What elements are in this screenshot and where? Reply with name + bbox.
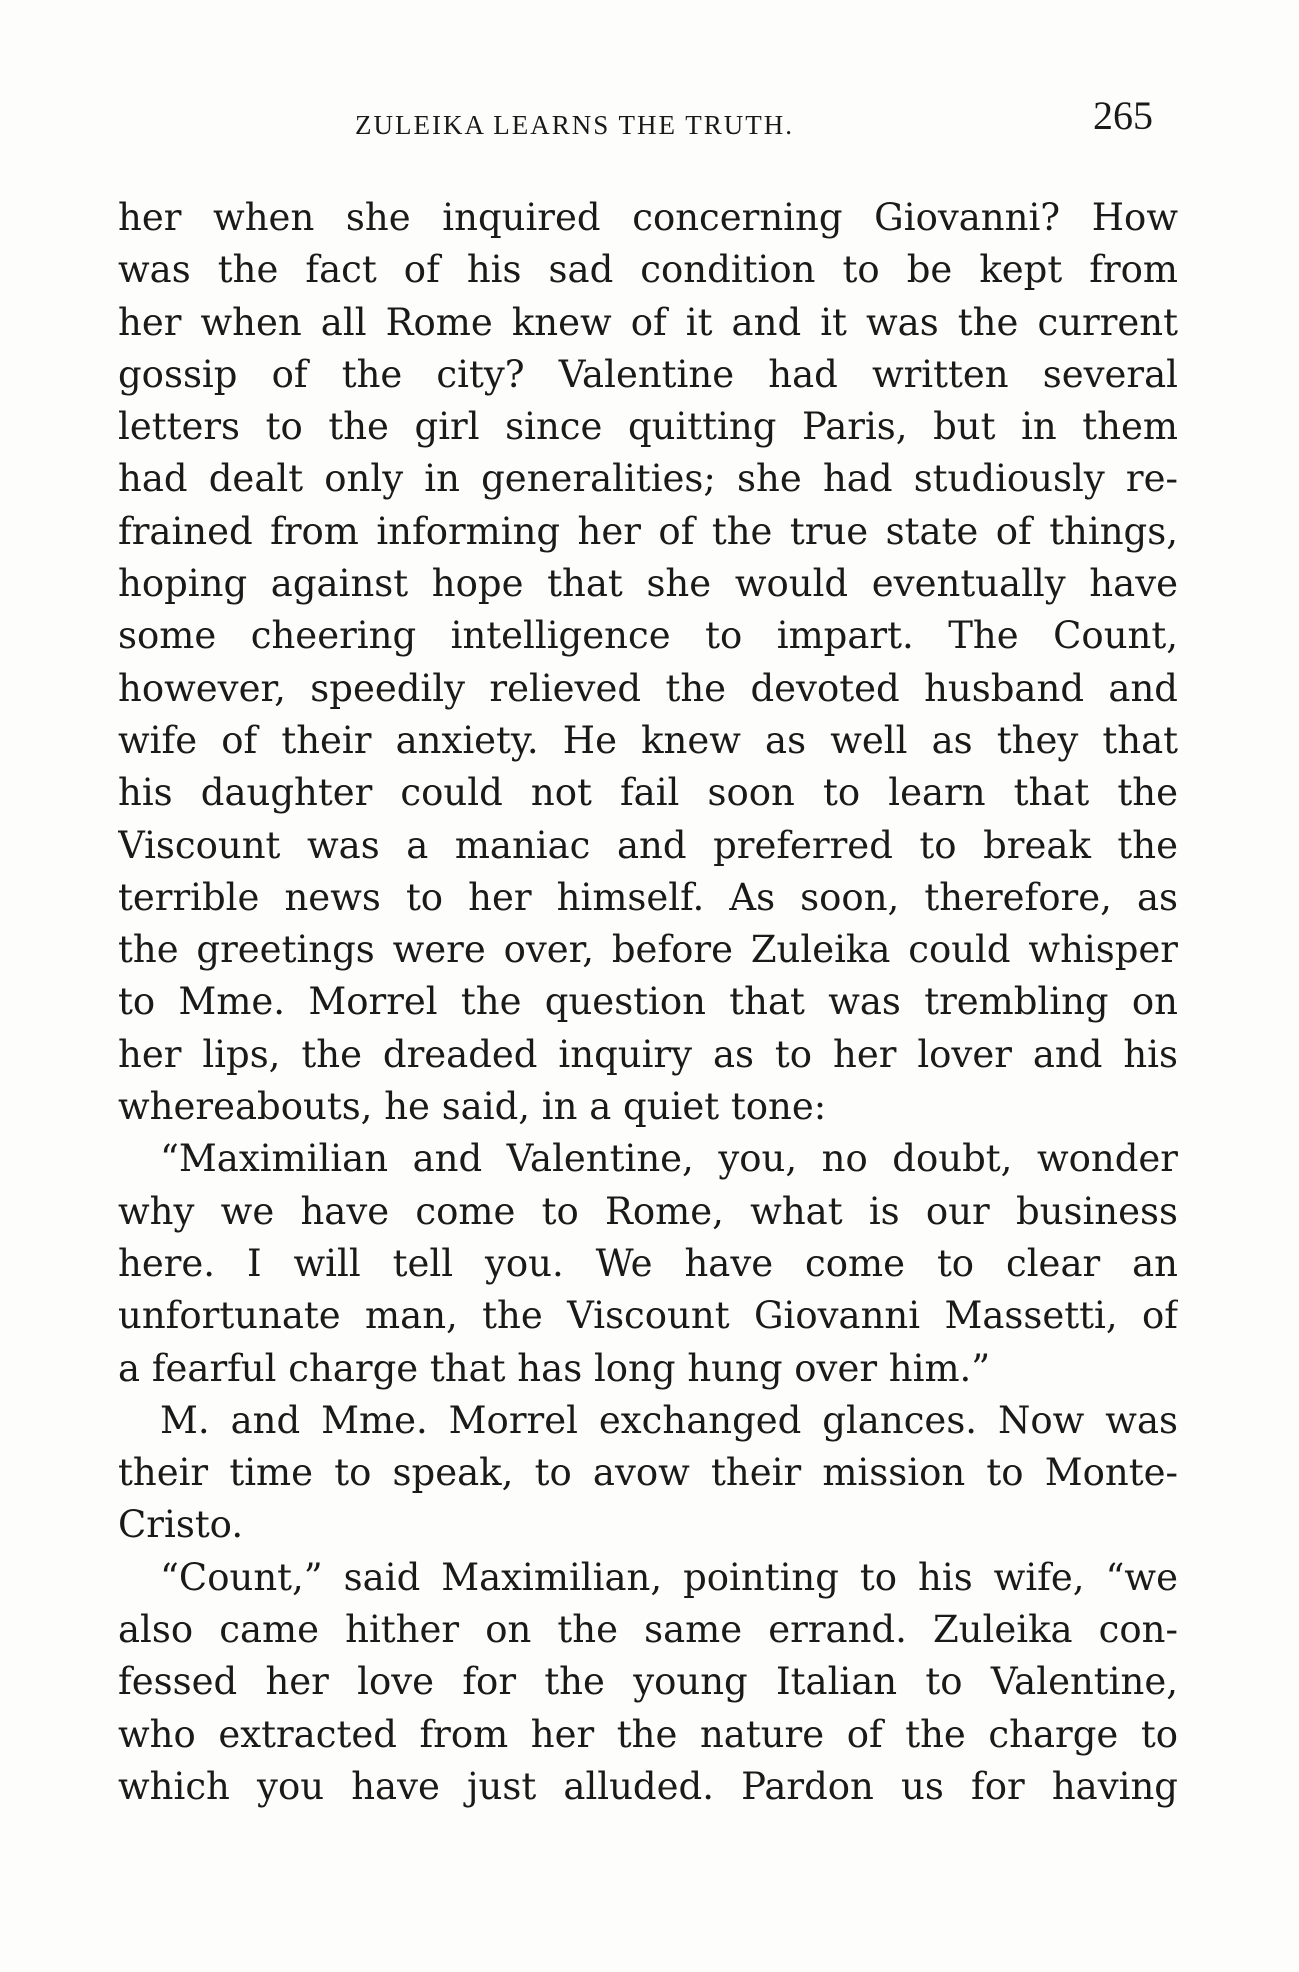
text-line: frained from informing her of the true state of things, <box>118 509 1178 553</box>
text-line: which you have just alluded. Pardon us for having <box>118 1764 1178 1808</box>
text-line: letters to the girl since quitting Paris, but in them <box>118 405 1178 449</box>
text-line: a fearful charge that has long hung over him.” <box>118 1346 991 1390</box>
text-line: unfortunate man, the Viscount Giovanni Massetti, of <box>118 1294 1178 1338</box>
text-line: some cheering intelligence to impart. The Count, <box>118 614 1178 658</box>
text-line: hoping against hope that she would eventually have <box>118 562 1178 606</box>
running-title: ZULEIKA LEARNS THE TRUTH. <box>355 110 794 140</box>
text-line: had dealt only in generalities; she had studiously re- <box>118 457 1178 501</box>
text-line: gossip of the city? Valentine had written several <box>118 352 1178 396</box>
text-line: the greetings were over, before Zuleika could whisper <box>118 928 1178 972</box>
text-line: their time to speak, to avow their mission to Monte- <box>118 1451 1178 1495</box>
running-head <box>120 92 1180 142</box>
text-line: why we have come to Rome, what is our business <box>118 1189 1178 1233</box>
text-line: wife of their anxiety. He knew as well as they that <box>118 718 1178 762</box>
text-line: also came hither on the same errand. Zuleika con- <box>118 1608 1178 1652</box>
text-line: was the fact of his sad condition to be kept from <box>118 248 1178 292</box>
text-line: his daughter could not fail soon to learn that the <box>118 771 1178 815</box>
text-line: Viscount was a maniac and preferred to break the <box>118 823 1178 867</box>
text-line: who extracted from her the nature of the charge to <box>118 1712 1178 1756</box>
text-line: Cristo. <box>118 1503 244 1547</box>
text-line: fessed her love for the young Italian to Valentine, <box>118 1660 1178 1704</box>
text-line: her when all Rome knew of it and it was the current <box>118 300 1178 344</box>
text-line: whereabouts, he said, in a quiet tone: <box>118 1085 827 1129</box>
page-number: 265 <box>1093 93 1153 138</box>
text-line: to Mme. Morrel the question that was trembling on <box>118 980 1178 1024</box>
text-line: however, speedily relieved the devoted husband and <box>118 666 1178 710</box>
body-text <box>118 192 1178 1813</box>
text-line: terrible news to her himself. As soon, therefore, as <box>118 875 1178 919</box>
text-line: her lips, the dreaded inquiry as to her lover and his <box>118 1032 1178 1076</box>
text-line: “Maximilian and Valentine, you, no doubt, wonder <box>160 1137 1178 1181</box>
text-line: M. and Mme. Morrel exchanged glances. Now was <box>160 1398 1178 1442</box>
text-line: here. I will tell you. We have come to clear an <box>118 1241 1178 1285</box>
text-line: her when she inquired concerning Giovanni? How <box>118 196 1178 239</box>
text-line: “Count,” said Maximilian, pointing to his wife, “we <box>160 1555 1178 1599</box>
